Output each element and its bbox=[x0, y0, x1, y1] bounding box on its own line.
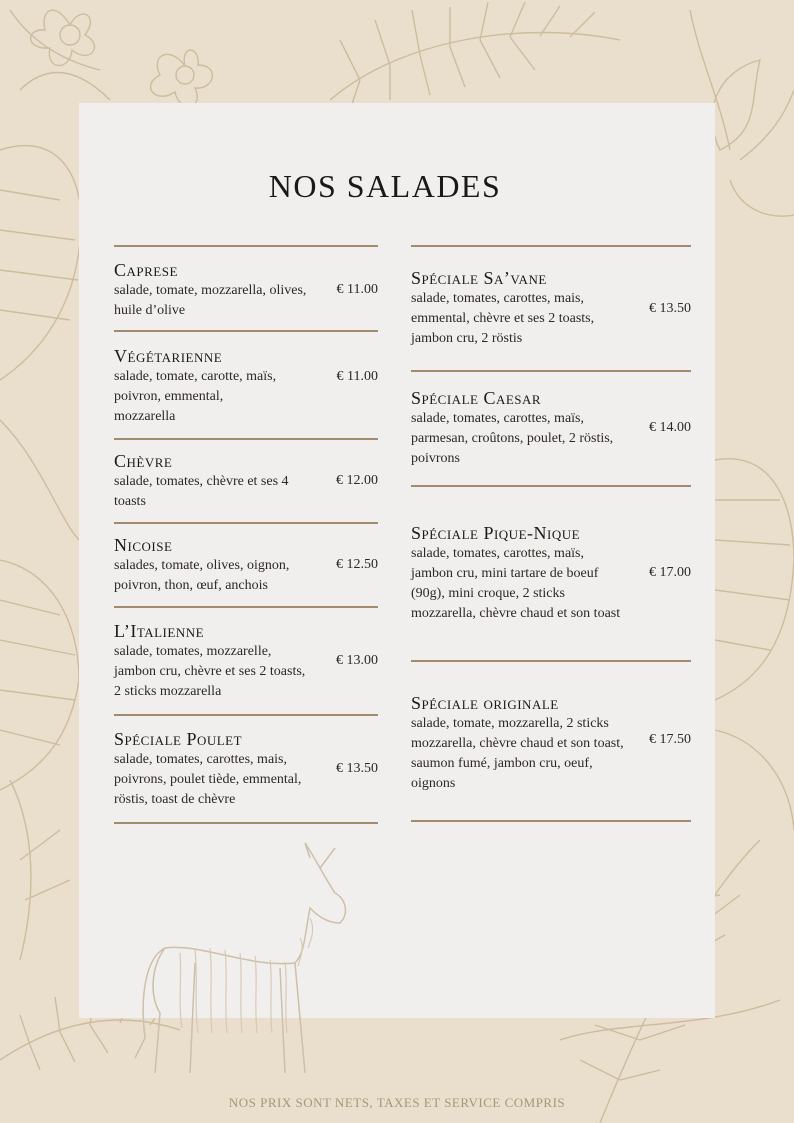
description-line: mozzarella, chèvre chaud et son toast bbox=[411, 606, 621, 621]
menu-item-description bbox=[114, 750, 378, 810]
description-line: jambon cru, chèvre et ses 2 toasts, bbox=[114, 664, 306, 679]
description-line: toasts bbox=[114, 494, 146, 509]
description-line: emmental, chèvre et ses 2 toasts, bbox=[411, 311, 595, 326]
menu-item-name: Végétarienne bbox=[114, 346, 223, 366]
description-line: röstis, toast de chèvre bbox=[114, 792, 236, 807]
menu-item-price: € 13.50 bbox=[649, 301, 691, 316]
menu-item-name: Spéciale Caesar bbox=[411, 388, 542, 408]
menu-item bbox=[114, 247, 378, 330]
description-line: oignons bbox=[411, 776, 456, 791]
description-line: (90g), mini croque, 2 sticks bbox=[411, 586, 565, 601]
description-line: mozzarella bbox=[114, 409, 176, 424]
description-line: salade, tomate, mozzarella, olives, bbox=[114, 283, 307, 298]
description-line: salade, tomate, carotte, maïs, bbox=[114, 369, 277, 384]
divider-rule bbox=[114, 822, 378, 824]
footer-note: NOS PRIX SONT NETS, TAXES ET SERVICE COMPRIS bbox=[228, 1095, 566, 1110]
monstera-leaf-icon bbox=[0, 560, 79, 790]
description-line: salade, tomates, mozzarelle, bbox=[114, 644, 272, 659]
zebra-illustration bbox=[120, 838, 380, 1083]
menu-item-price: € 12.50 bbox=[336, 557, 378, 572]
menu-item-description bbox=[411, 714, 691, 794]
description-line: salade, tomates, carottes, mais, bbox=[114, 752, 287, 767]
menu-item-price: € 17.00 bbox=[649, 565, 691, 580]
menu-item-name: L’Italienne bbox=[114, 621, 205, 641]
menu-item bbox=[411, 247, 691, 370]
menu-item-price: € 13.00 bbox=[336, 653, 378, 668]
menu-item-name: Spéciale Poulet bbox=[114, 729, 243, 749]
flower-icon bbox=[151, 50, 213, 106]
menu-item-name: Spéciale Pique-Nique bbox=[411, 523, 581, 543]
description-line: salade, tomates, carottes, mais, bbox=[411, 291, 584, 306]
menu-item bbox=[114, 716, 378, 822]
description-line: saumon fumé, jambon cru, oeuf, bbox=[411, 756, 593, 771]
menu-item bbox=[114, 332, 378, 438]
menu-item bbox=[114, 608, 378, 714]
divider-rule bbox=[411, 820, 691, 822]
description-line: parmesan, croûtons, poulet, 2 röstis, bbox=[411, 431, 614, 446]
menu-item-description bbox=[114, 642, 378, 702]
menu-item-name: Spéciale Sa’vane bbox=[411, 268, 547, 288]
flower-icon bbox=[31, 10, 95, 65]
page-title: NOS SALADES bbox=[268, 168, 502, 204]
description-line: poivrons, poulet tiède, emmental, bbox=[114, 772, 302, 787]
palm-leaf-icon bbox=[330, 2, 620, 110]
menu-item-price: € 14.00 bbox=[649, 420, 691, 435]
menu-item-name: Spéciale originale bbox=[411, 693, 559, 713]
menu-item-name: Chèvre bbox=[114, 451, 173, 471]
description-line: mozzarella, chèvre chaud et son toast, bbox=[411, 736, 624, 751]
description-line: poivron, thon, œuf, anchois bbox=[114, 578, 268, 593]
menu-item-price: € 17.50 bbox=[649, 732, 691, 747]
description-line: 2 sticks mozzarella bbox=[114, 684, 222, 699]
menu-item bbox=[411, 662, 691, 820]
menu-item bbox=[114, 440, 378, 522]
menu-item-description bbox=[411, 544, 691, 624]
description-line: salade, tomates, carottes, maïs, bbox=[411, 546, 584, 561]
menu-item-name: Nicoise bbox=[114, 535, 173, 555]
description-line: salade, tomates, carottes, maïs, bbox=[411, 411, 584, 426]
description-line: poivron, emmental, bbox=[114, 389, 224, 404]
menu-item bbox=[114, 524, 378, 606]
menu-item-price: € 12.00 bbox=[336, 473, 378, 488]
menu-item-name: Caprese bbox=[114, 260, 178, 280]
description-line: jambon cru, mini tartare de boeuf bbox=[411, 566, 599, 581]
menu-item-price: € 13.50 bbox=[336, 761, 378, 776]
description-line: salades, tomate, olives, oignon, bbox=[114, 558, 290, 573]
menu-item-description bbox=[411, 289, 691, 349]
menu-item bbox=[411, 487, 691, 660]
description-line: salade, tomates, chèvre et ses 4 bbox=[114, 474, 289, 489]
monstera-leaf-icon bbox=[715, 459, 794, 700]
menu-item-price: € 11.00 bbox=[336, 282, 378, 297]
menu-item-description bbox=[411, 409, 691, 469]
menu-item-price: € 11.00 bbox=[336, 369, 378, 384]
description-line: jambon cru, 2 röstis bbox=[411, 331, 523, 346]
left-menu-column bbox=[114, 245, 378, 824]
description-line: huile d’olive bbox=[114, 303, 186, 318]
right-menu-column bbox=[411, 245, 691, 822]
description-line: salade, tomate, mozzarella, 2 sticks bbox=[411, 716, 609, 731]
menu-item bbox=[411, 372, 691, 485]
description-line: poivrons bbox=[411, 451, 460, 466]
